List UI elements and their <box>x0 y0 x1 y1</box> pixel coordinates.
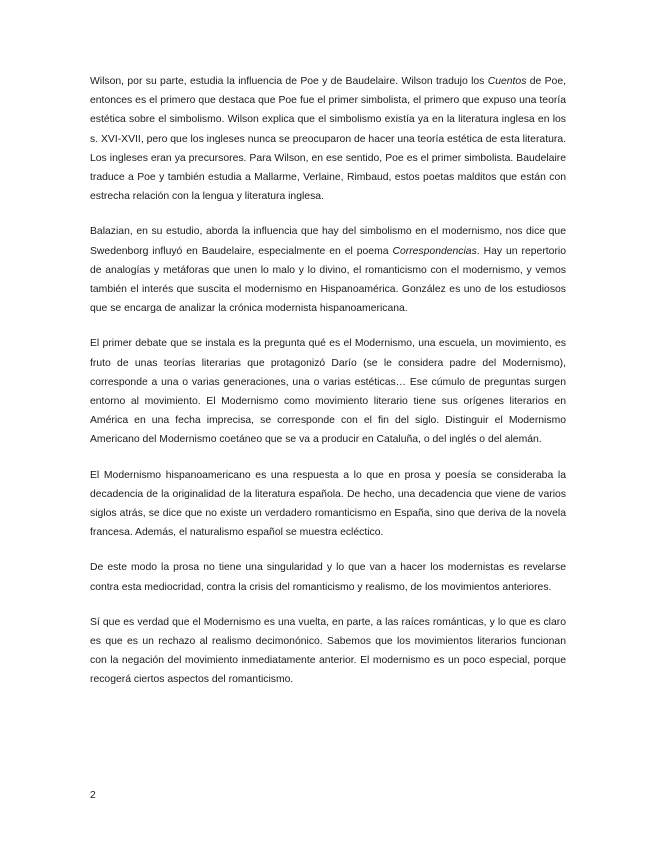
paragraph-primer-debate: El primer debate que se instala es la pregunta qué es el Modernismo, una escuela, un movimiento, es fruto de unas teorías literarias que protagonizó Darío (se le considera padre del Modernismo), corresponde a una o varias generaciones, una o varias estéticas… Ese cúmulo de preguntas surgen entorno al movimiento. El Modernismo como movimiento literario tiene sus orígenes literarios en América en una fecha imprecisa, se corresponde con el fin del siglo. Distinguir el Modernismo Americano del Modernismo coetáneo que se va a producir en Cataluña, o del inglés o del alemán. <box>90 338 566 446</box>
paragraph-text: . Hay un repertorio de analogías y metáforas que unen lo malo y lo divino, el romanticismo con el modernismo, y vemos también el interés que suscita el modernismo en Hispanoamérica. González es uno de los estudiosos que se encarga de analizar la crónica modernista hispanoamericana. <box>90 245 566 315</box>
paragraph-balazian <box>90 222 566 318</box>
paragraph-text: de Poe, entonces es el primero que destaca que Poe fue el primer simbolista, el primero que expuso una teoría estética sobre el simbolismo. Wilson explica que el simbolismo existía ya en la literatura inglesa en los s. XVI-XVII, pero que los ingleses nunca se preocuparon de hacer una teoría estética de esta literatura. Los ingleses eran ya precursores. Para Wilson, en ese sentido, Poe es el primer simbolista. Baudelaire traduce a Poe y también estudia a Mallarme, Verlaine, Rimbaud, estos poetas malditos que están con estrecha relación con la lengua y literatura inglesa. <box>90 76 566 203</box>
paragraph-text: Wilson, por su parte, estudia la influencia de Poe y de Baudelaire. Wilson tradujo los <box>90 76 488 87</box>
paragraph-prosa: De este modo la prosa no tiene una singularidad y lo que van a hacer los modernistas es revelarse contra esta mediocridad, contra la crisis del romanticismo y realismo, de los movimientos anteriores. <box>90 562 566 593</box>
italic-title-cuentos: Cuentos <box>487 76 527 87</box>
paragraph-text: Balazian, en su estudio, aborda la influencia que hay del simbolismo en el modernismo, nos dice que Swedenborg influyó en Baudelaire, especialmente en el poema <box>90 226 566 257</box>
italic-title-correspondencias: Correspondencias <box>392 245 477 257</box>
paragraph-raices-romanticas: Sí que es verdad que el Modernismo es una vuelta, en parte, a las raíces románticas, y lo que es claro es que es un rechazo al realismo decimonónico. Sabemos que los movimientos literarios funcionan con la negación del movimiento inmediatamente anterior. El modernismo es un poco especial, porque recogerá ciertos aspectos del romanticismo. <box>90 616 566 686</box>
page-number: 2 <box>90 790 96 801</box>
page-body <box>90 72 566 706</box>
paragraph-modernismo-hispanoamericano: El Modernismo hispanoamericano es una respuesta a lo que en prosa y poesía se consideraba la decadencia de la originalidad de la literatura española. De hecho, una decadencia que viene de varios siglos atrás, se dice que no existe un verdadero romanticismo en España, sino que deriva de la novela francesa. Además, el naturalismo español se muestra ecléctico. <box>90 469 566 539</box>
paragraph-wilson <box>90 72 566 206</box>
